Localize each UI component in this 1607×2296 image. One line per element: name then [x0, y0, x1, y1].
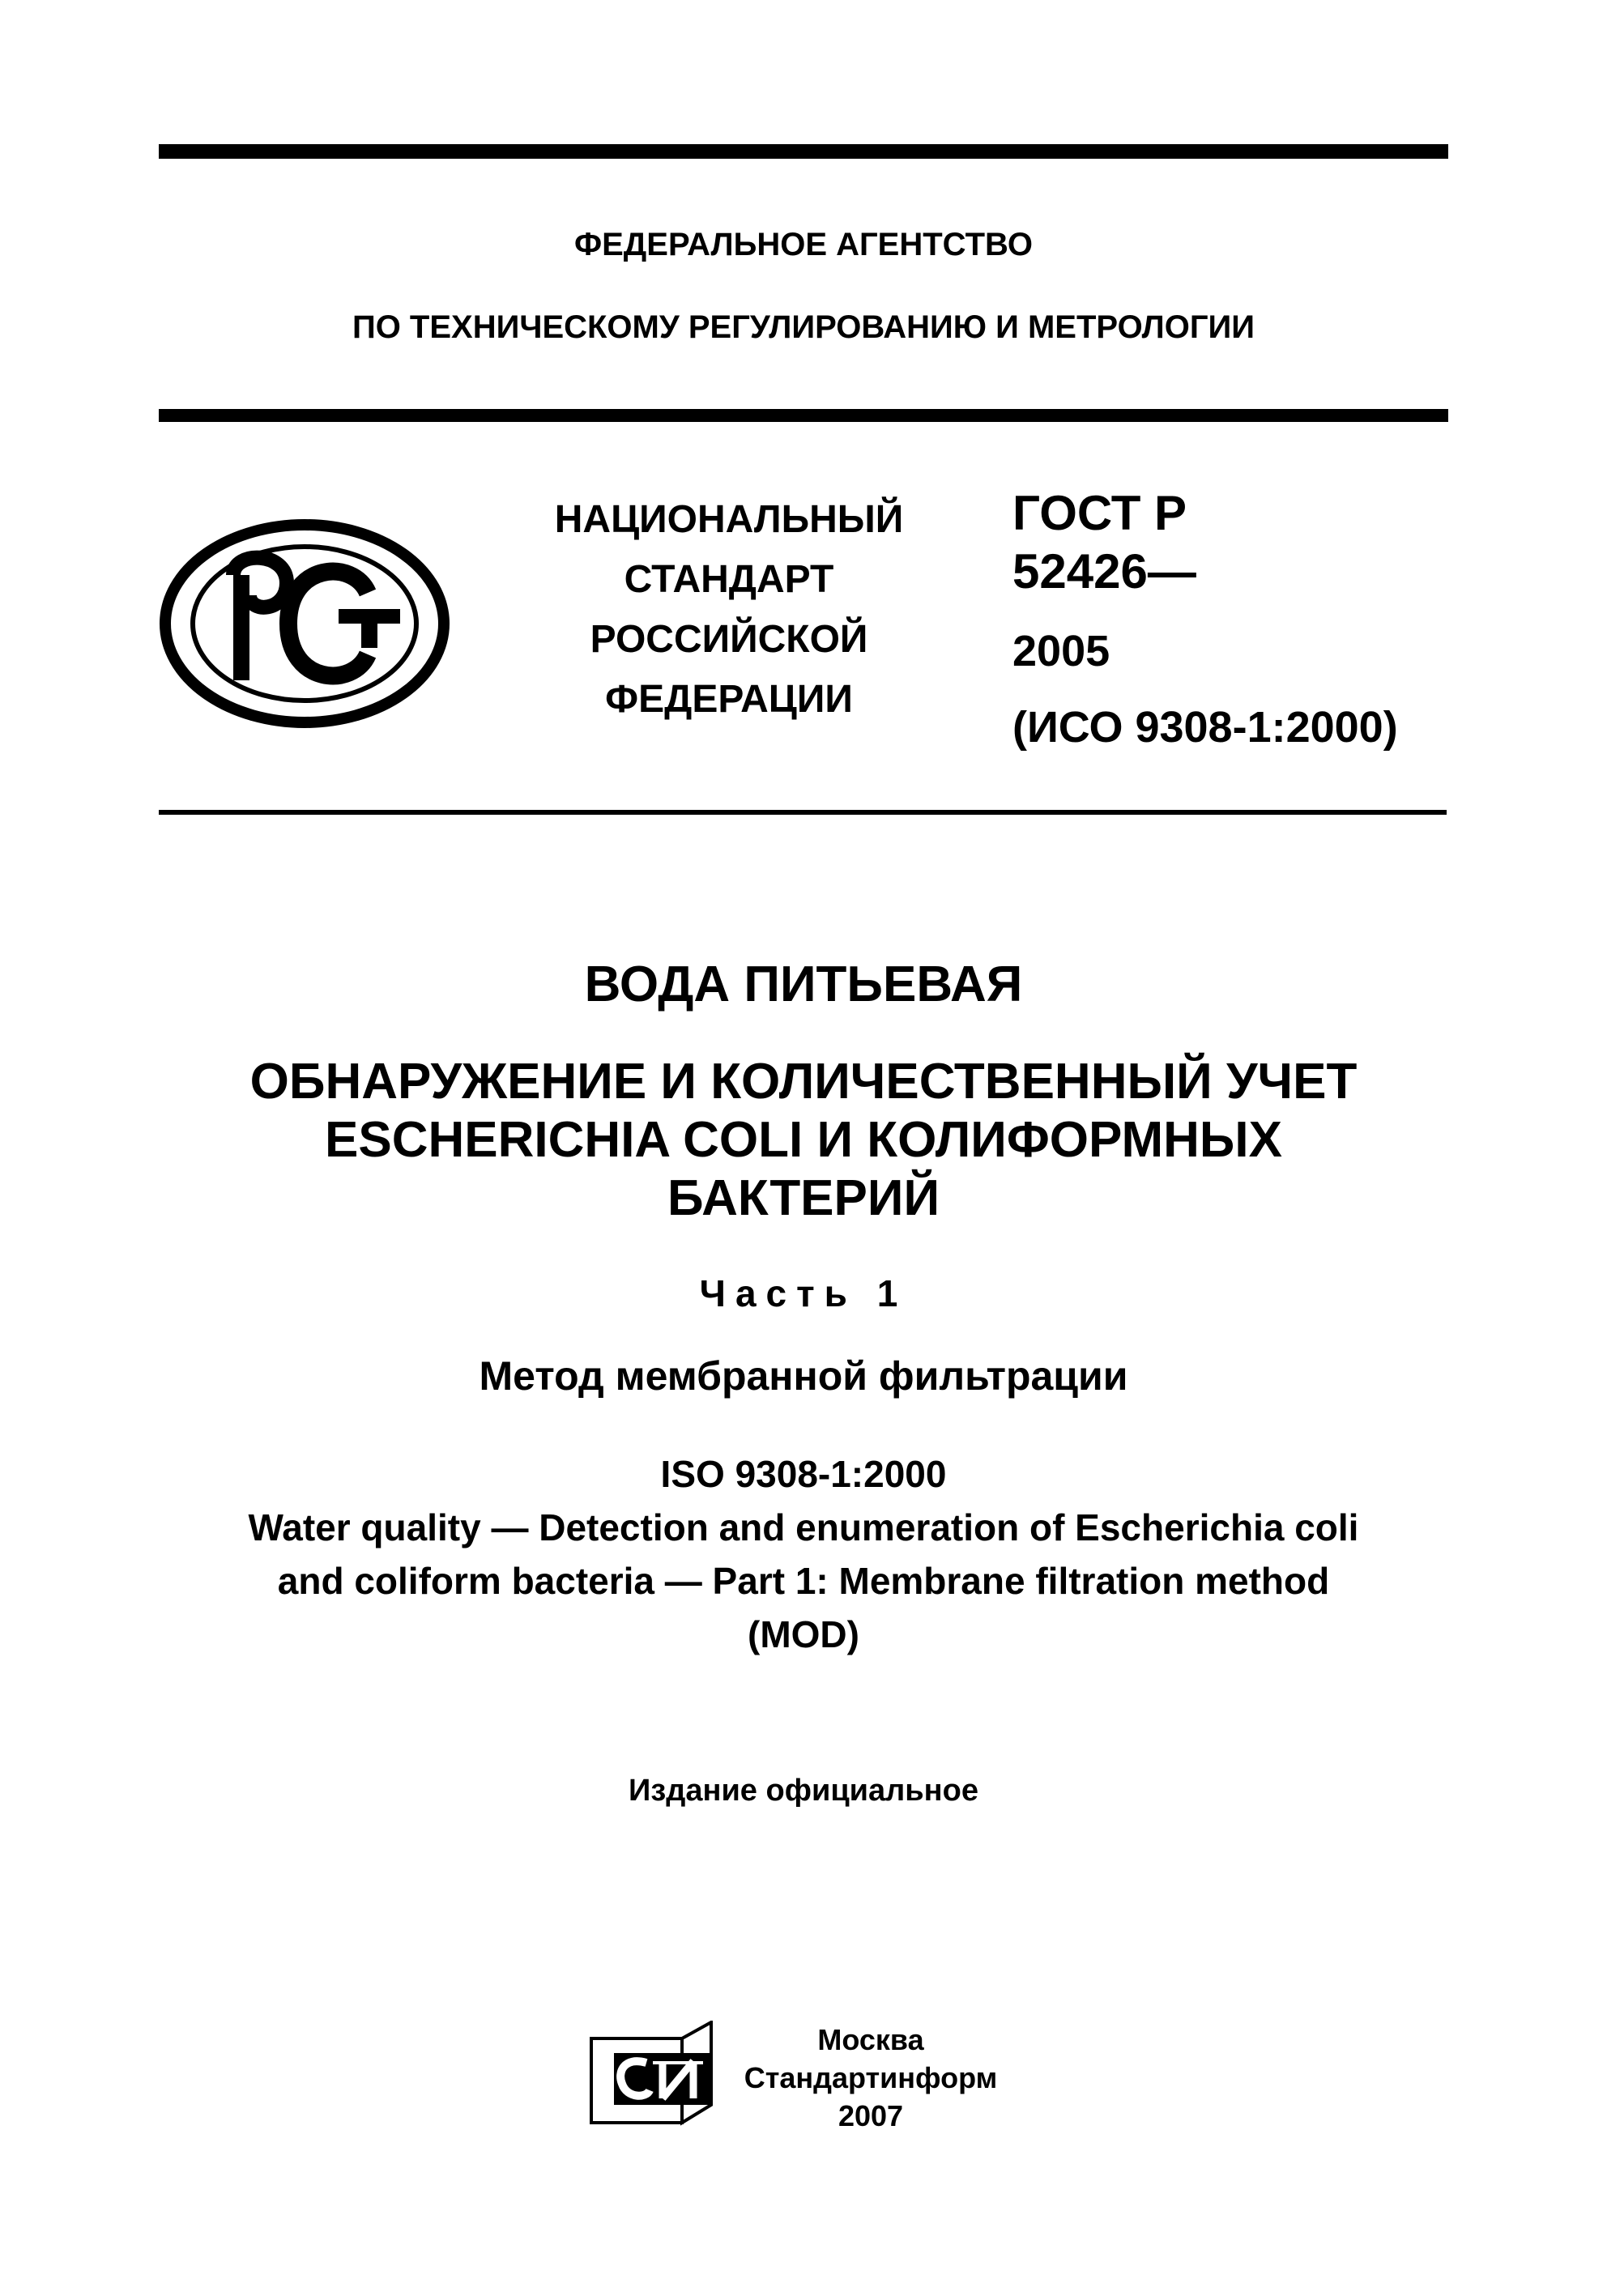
part-label: Часть 1 [699, 1272, 908, 1314]
publisher-city: Москва [817, 2023, 924, 2056]
agency-line-2: ПО ТЕХНИЧЕСКОМУ РЕГУЛИРОВАНИЮ И МЕТРОЛОГИИ [352, 309, 1255, 345]
gost-year: 2005 [1012, 627, 1110, 675]
national-line-4: ФЕДЕРАЦИИ [605, 678, 853, 721]
iso-title [0, 1447, 1607, 1661]
gost-line-1: ГОСТ Р [1012, 486, 1187, 540]
publisher-block [741, 2021, 1000, 2135]
title-sub-line-1: ОБНАРУЖЕНИЕ И КОЛИЧЕСТВЕННЫЙ УЧЕТ [249, 1054, 1358, 1110]
edition-label: Издание официальное [629, 1774, 978, 1808]
rst-logo-icon [159, 518, 450, 729]
iso-title-line-4: (MOD) [748, 1613, 859, 1655]
method-label: Метод мембранной фильтрации [479, 1353, 1128, 1399]
gost-line-2: 52426— [1012, 544, 1196, 598]
iso-title-line-3: and coliform bacteria — Part 1: Membrane filtration method [277, 1560, 1330, 1602]
title-sub [0, 1053, 1607, 1228]
national-line-3: РОССИЙСКОЙ [590, 618, 868, 661]
national-line-1: НАЦИОНАЛЬНЫЙ [554, 498, 904, 541]
title-main: ВОДА ПИТЬЕВАЯ [584, 956, 1023, 1012]
header-bottom-rule [159, 810, 1447, 815]
publisher-year: 2007 [838, 2099, 904, 2132]
iso-title-line-2: Water quality — Detection and enumeration of Escherichia coli [248, 1506, 1359, 1548]
gost-designation [1012, 484, 1398, 756]
gost-iso-reference: (ИСО 9308-1:2000) [1012, 703, 1398, 752]
national-standard-label [478, 490, 980, 730]
standartinform-logo-icon [590, 2021, 719, 2126]
title-sub-line-3: БАКТЕРИЙ [667, 1170, 940, 1226]
agency-line-1: ФЕДЕРАЛЬНОЕ АГЕНТСТВО [573, 227, 1034, 262]
agency-bottom-rule [159, 409, 1448, 422]
top-rule [159, 144, 1448, 159]
national-line-2: СТАНДАРТ [624, 558, 834, 601]
iso-title-line-1: ISO 9308-1:2000 [660, 1453, 947, 1495]
publisher-name: Стандартинформ [744, 2061, 998, 2094]
title-sub-line-2: ESCHERICHIA COLI И КОЛИФОРМНЫХ [325, 1112, 1282, 1168]
